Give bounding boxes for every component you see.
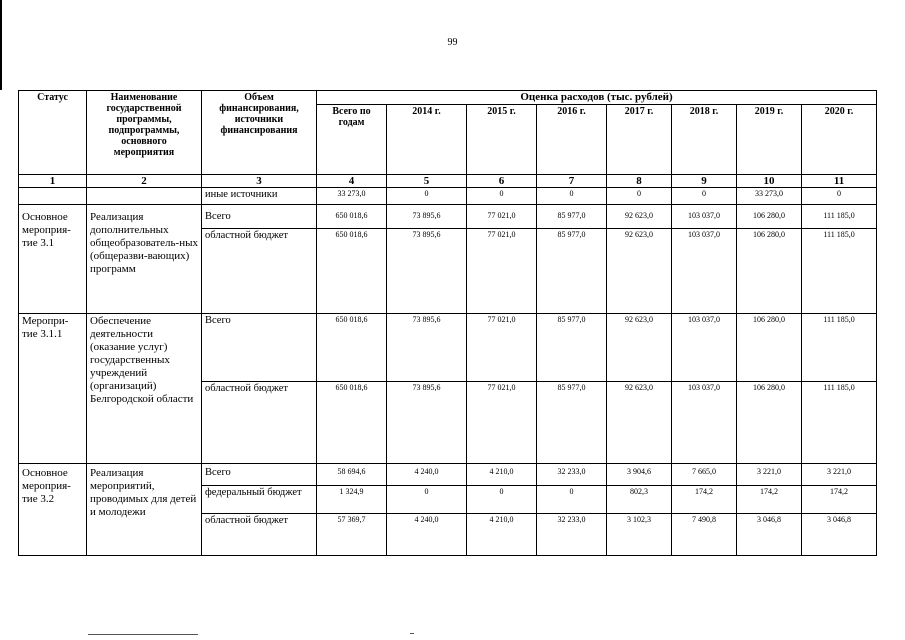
value-cell: 106 280,0 (737, 229, 802, 314)
value-cell: 103 037,0 (672, 205, 737, 229)
table-row (19, 205, 877, 229)
value-cell: 106 280,0 (737, 382, 802, 464)
value-cell: 77 021,0 (467, 229, 537, 314)
scan-artifact (88, 634, 198, 635)
value-cell: 650 018,6 (317, 314, 387, 382)
value-cell: 92 623,0 (607, 314, 672, 382)
value-cell: 111 185,0 (802, 382, 877, 464)
value-cell: 73 895,6 (387, 229, 467, 314)
header-financing: Объем финансирования, источники финансирования (202, 91, 317, 175)
value-cell: 73 895,6 (387, 314, 467, 382)
column-number: 11 (802, 175, 877, 188)
value-cell: 7 665,0 (672, 464, 737, 486)
value-cell: 77 021,0 (467, 205, 537, 229)
value-cell: 106 280,0 (737, 205, 802, 229)
table-row (19, 188, 877, 205)
header-year-2015: 2015 г. (467, 105, 537, 175)
source-cell: областной бюджет (202, 382, 317, 464)
value-cell: 111 185,0 (802, 314, 877, 382)
name-cell: Реализация дополнительных общеобразователь-ных (общеразви-вающих) программ (87, 205, 202, 314)
header-total: Всего по годам (317, 105, 387, 175)
value-cell: 4 210,0 (467, 464, 537, 486)
header-year-2018: 2018 г. (672, 105, 737, 175)
value-cell: 3 046,8 (802, 514, 877, 556)
name-cell: Обеспечение деятельности (оказание услуг) государственных учреждений (организаций) Белгородской области (87, 314, 202, 464)
source-cell: Всего (202, 464, 317, 486)
value-cell: 111 185,0 (802, 229, 877, 314)
table-row (19, 314, 877, 382)
value-cell: 0 (537, 486, 607, 514)
value-cell: 0 (802, 188, 877, 205)
value-cell: 77 021,0 (467, 314, 537, 382)
value-cell: 650 018,6 (317, 229, 387, 314)
value-cell: 92 623,0 (607, 205, 672, 229)
value-cell: 174,2 (737, 486, 802, 514)
column-number: 2 (87, 175, 202, 188)
column-number: 6 (467, 175, 537, 188)
value-cell: 92 623,0 (607, 229, 672, 314)
value-cell: 73 895,6 (387, 382, 467, 464)
source-cell: областной бюджет (202, 514, 317, 556)
scan-artifact (410, 633, 414, 634)
value-cell: 0 (387, 188, 467, 205)
column-number: 4 (317, 175, 387, 188)
source-cell: Всего (202, 314, 317, 382)
status-cell: Меропри-тие 3.1.1 (19, 314, 87, 464)
value-cell: 174,2 (802, 486, 877, 514)
name-cell (87, 188, 202, 205)
value-cell: 0 (467, 188, 537, 205)
value-cell: 3 221,0 (737, 464, 802, 486)
value-cell: 32 233,0 (537, 464, 607, 486)
status-cell (19, 188, 87, 205)
value-cell: 0 (672, 188, 737, 205)
value-cell: 7 490,8 (672, 514, 737, 556)
value-cell: 802,3 (607, 486, 672, 514)
value-cell: 32 233,0 (537, 514, 607, 556)
source-cell: федеральный бюджет (202, 486, 317, 514)
value-cell: 650 018,6 (317, 382, 387, 464)
column-number: 10 (737, 175, 802, 188)
value-cell: 3 904,6 (607, 464, 672, 486)
header-estimate-group: Оценка расходов (тыс. рублей) (317, 91, 877, 105)
value-cell: 0 (467, 486, 537, 514)
header-year-2020: 2020 г. (802, 105, 877, 175)
value-cell: 174,2 (672, 486, 737, 514)
value-cell: 85 977,0 (537, 229, 607, 314)
header-status: Статус (19, 91, 87, 175)
value-cell: 4 210,0 (467, 514, 537, 556)
value-cell: 111 185,0 (802, 205, 877, 229)
value-cell: 0 (607, 188, 672, 205)
table-row (19, 464, 877, 486)
value-cell: 3 221,0 (802, 464, 877, 486)
value-cell: 4 240,0 (387, 464, 467, 486)
value-cell: 0 (537, 188, 607, 205)
value-cell: 58 694,6 (317, 464, 387, 486)
value-cell: 4 240,0 (387, 514, 467, 556)
budget-table (18, 90, 877, 556)
value-cell: 85 977,0 (537, 205, 607, 229)
column-number: 8 (607, 175, 672, 188)
source-cell: областной бюджет (202, 229, 317, 314)
value-cell: 73 895,6 (387, 205, 467, 229)
value-cell: 92 623,0 (607, 382, 672, 464)
value-cell: 1 324,9 (317, 486, 387, 514)
value-cell: 103 037,0 (672, 229, 737, 314)
value-cell: 85 977,0 (537, 382, 607, 464)
value-cell: 33 273,0 (737, 188, 802, 205)
status-cell: Основное мероприя-тие 3.1 (19, 205, 87, 314)
header-year-2017: 2017 г. (607, 105, 672, 175)
column-number: 5 (387, 175, 467, 188)
source-cell: иные источники (202, 188, 317, 205)
column-number: 7 (537, 175, 607, 188)
value-cell: 3 046,8 (737, 514, 802, 556)
source-cell: Всего (202, 205, 317, 229)
value-cell: 650 018,6 (317, 205, 387, 229)
value-cell: 33 273,0 (317, 188, 387, 205)
value-cell: 3 102,3 (607, 514, 672, 556)
column-number: 3 (202, 175, 317, 188)
header-name: Наименование государственной программы, подпрограммы, основного мероприятия (87, 91, 202, 175)
value-cell: 77 021,0 (467, 382, 537, 464)
name-cell: Реализация мероприятий, проводимых для детей и молодежи (87, 464, 202, 556)
header-year-2019: 2019 г. (737, 105, 802, 175)
value-cell: 0 (387, 486, 467, 514)
column-number: 1 (19, 175, 87, 188)
value-cell: 57 369,7 (317, 514, 387, 556)
column-numbers-row (19, 175, 877, 188)
column-number: 9 (672, 175, 737, 188)
value-cell: 85 977,0 (537, 314, 607, 382)
page-number: 99 (447, 37, 458, 48)
header-year-2016: 2016 г. (537, 105, 607, 175)
value-cell: 106 280,0 (737, 314, 802, 382)
status-cell: Основное мероприя-тие 3.2 (19, 464, 87, 556)
value-cell: 103 037,0 (672, 382, 737, 464)
value-cell: 103 037,0 (672, 314, 737, 382)
header-year-2014: 2014 г. (387, 105, 467, 175)
